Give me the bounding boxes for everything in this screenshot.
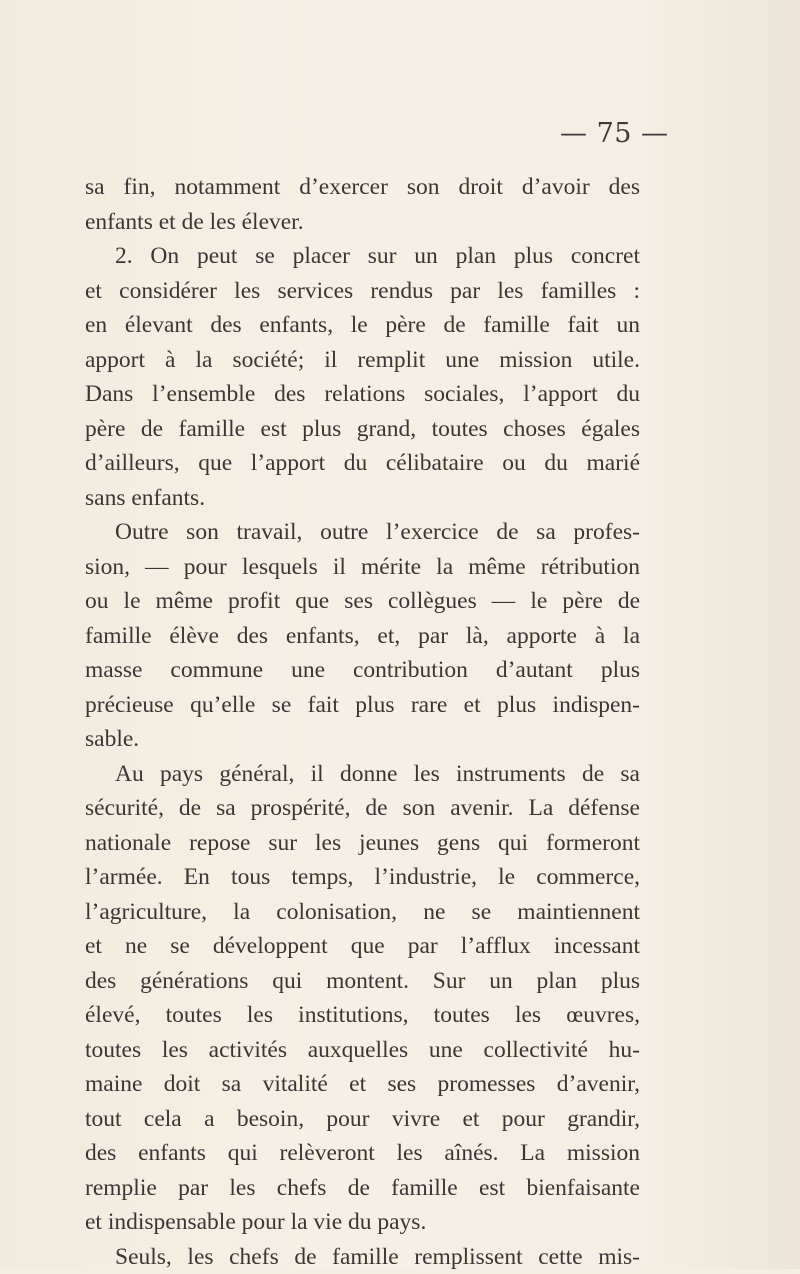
text-line: père de famille est plus grand, toutes choses égales [85,412,640,447]
text-line: des enfants qui relèveront les aînés. La mission [85,1136,640,1171]
body-text [85,170,640,1274]
text-line: élevé, toutes les institutions, toutes les œuvres, [85,998,640,1033]
text-line: maine doit sa vitalité et ses promesses d’avenir, [85,1067,640,1102]
text-line: ou le même profit que ses collègues — le père de [85,584,640,619]
text-line: Seuls, les chefs de famille remplissent cette mis- [85,1240,640,1274]
text-line: 2. On peut se placer sur un plan plus concret [85,239,640,274]
text-line: Outre son travail, outre l’exercice de sa profes- [85,515,640,550]
text-line: sans enfants. [85,481,640,516]
text-line: et indispensable pour la vie du pays. [85,1205,640,1240]
text-line: apport à la société; il remplit une mission utile. [85,343,640,378]
text-line: en élevant des enfants, le père de famille fait un [85,308,640,343]
text-line: remplie par les chefs de famille est bienfaisante [85,1171,640,1206]
text-line: enfants et de les élever. [85,205,640,240]
text-line: Au pays général, il donne les instruments de sa [85,757,640,792]
text-line: sécurité, de sa prospérité, de son avenir. La défense [85,791,640,826]
text-line: tout cela a besoin, pour vivre et pour grandir, [85,1102,640,1137]
text-line: l’armée. En tous temps, l’industrie, le commerce, [85,860,640,895]
text-line: nationale repose sur les jeunes gens qui formeront [85,826,640,861]
text-line: l’agriculture, la colonisation, ne se maintiennent [85,895,640,930]
text-line: d’ailleurs, que l’apport du célibataire ou du marié [85,446,640,481]
text-line: sion, — pour lesquels il mérite la même rétribution [85,550,640,585]
text-line: toutes les activités auxquelles une collectivité hu- [85,1033,640,1068]
text-line: sa fin, notamment d’exercer son droit d’avoir des [85,170,640,205]
text-line: masse commune une contribution d’autant plus [85,653,640,688]
text-line: des générations qui montent. Sur un plan plus [85,964,640,999]
text-line: précieuse qu’elle se fait plus rare et plus indispen- [85,688,640,723]
text-line: et considérer les services rendus par les familles : [85,274,640,309]
text-line: famille élève des enfants, et, par là, apporte à la [85,619,640,654]
text-line: et ne se développent que par l’afflux incessant [85,929,640,964]
text-line: Dans l’ensemble des relations sociales, l’apport du [85,377,640,412]
page-number: — 75 — [560,118,680,149]
text-line: sable. [85,722,640,757]
